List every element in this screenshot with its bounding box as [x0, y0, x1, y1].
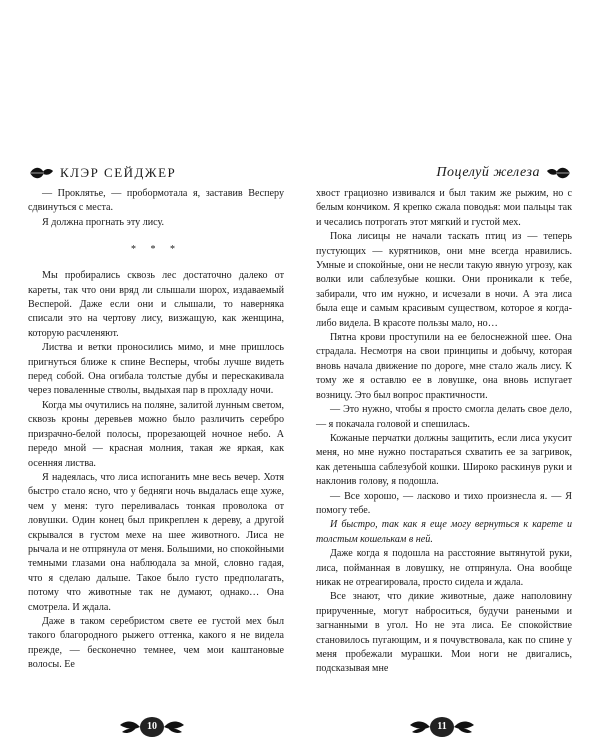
paragraph: Мы пробирались сквозь лес достаточно далеко от кареты, так что они вряд ли слышали шорох, издаваемый Весперой. Даже если они и слышали, то наверняка списали это на чертову лису, визжащую, как женщина, которую расчленяют.	[28, 270, 284, 339]
paragraph: — Проклятье, — пробормотала я, заставив Весперу сдвинуться с места.	[28, 188, 284, 214]
paragraph: Даже в таком серебристом свете ее густой мех был такого благородного рыжего оттенка, какого я не видела прежде, — бесконечно темнее, чем мои каштановые волосы. Ее	[28, 615, 284, 671]
paragraph: Даже когда я подошла на расстояние вытянутой руки, лиса, пойманная в ловушку, не отпрянула. Она вообще никак не отреагировала, просто сидела и ждала.	[316, 548, 572, 588]
leaf-ornament-icon	[28, 165, 54, 181]
author-name: КЛЭР СЕЙДЖЕР	[60, 165, 177, 180]
left-text-column	[28, 187, 284, 673]
paragraph: Листва и ветки проносились мимо, и мне пришлось пригнуться ближе к спине Весперы, чтобы лучше видеть перед собой. Она огибала толстые дубы и перескакивала через поваленные стволы, выдыхая пар в прохладу ночи.	[28, 342, 284, 397]
section-separator: * * *	[131, 244, 181, 256]
right-text-column	[316, 187, 572, 677]
right-running-header	[436, 163, 572, 183]
page-number-text: 10	[147, 721, 157, 732]
paragraph: Я должна прогнать эту лису.	[42, 216, 165, 228]
paragraph: Кожаные перчатки должны защитить, если лиса укусит меня, но мне нужно постараться схватить ее за загривок, как детеныша саблезубой кошки. Широко раскинув руки и наклонив голову, я подошла.	[316, 432, 572, 488]
paragraph: Когда мы очутились на поляне, залитой лунным светом, сквозь кроны деревьев можно было различить серебро призрачно-белой полосы, прорезающей ночное небо. А передо мной — красная молния, такая же яркая, как осенняя листва.	[28, 399, 284, 469]
left-page-number	[112, 714, 192, 740]
paragraph: Все знают, что дикие животные, даже наполовину прирученные, могут наброситься, будучи ранеными и загнанными в угол. Но не эта лиса. Ее спокойствие становилось пугающим, и я почувствовала, как по спине у меня пробежали мурашки. Мои ноги не двигались, подсказывая мне	[316, 591, 572, 675]
paragraph: И быстро, так как я еще могу вернуться к карете и толстым кошелькам в ней.	[316, 519, 572, 545]
left-running-header	[28, 163, 176, 183]
book-title: Поцелуй железа	[436, 165, 540, 180]
paragraph: — Все хорошо, — ласково и тихо произнесла я. — Я помогу тебе.	[316, 490, 572, 516]
leaf-ornament-icon	[546, 165, 572, 181]
paragraph: Пока лисицы не начали таскать птиц из — теперь пустующих — курятников, они мне всегда нравились. Умные и спокойные, они не несли такую явную угрозу, как волки или саблезубые кошки. Они проникали к тебе, забирали, что им нужно, и исчезали в ночи. А эта лиса была еще и самым красивым существом, которое я когда-либо видела. В красоте пользы мало, но…	[316, 231, 572, 329]
paragraph: — Это нужно, чтобы я просто смогла делать свое дело, — я покачала головой и спешилась.	[316, 404, 572, 430]
page-number-text: 11	[437, 721, 447, 732]
paragraph: Пятна крови проступили на ее белоснежной шее. Она страдала. Несмотря на свои принципы и добычу, которая вновь начала движение по дороге, мне стало жаль лису. К тому же я оставлю ее в ловушке, она вновь испугает возницу. Это был вопрос практичности.	[316, 332, 572, 401]
paragraph: Я надеялась, что лиса испоганить мне весь вечер. Хотя быстро стало ясно, что у бедняги ночь выдалась еще хуже, чем у меня: туго переливалась тонкая проволока от ловушки. Один конец был прикреплен к дереву, а другой скрывался в густом мехе на шее животного. Лиса не рычала и не отпрянула от меня. Большими, но спокойными темными глазами она наблюдала за мной, словно гадая, что я сделаю дальше. Такое было густо предполагать, потому что животные так не думают, однако… Она смотрела. И ждала.	[28, 471, 284, 613]
right-page-number	[402, 714, 482, 740]
paragraph: хвост грациозно извивался и был таким же рыжим, но с белым кончиком. Я крепко сжала поводья: мои пальцы так и чесались потрогать этот мягкий и густой мех.	[316, 188, 572, 228]
right-page	[300, 0, 600, 750]
